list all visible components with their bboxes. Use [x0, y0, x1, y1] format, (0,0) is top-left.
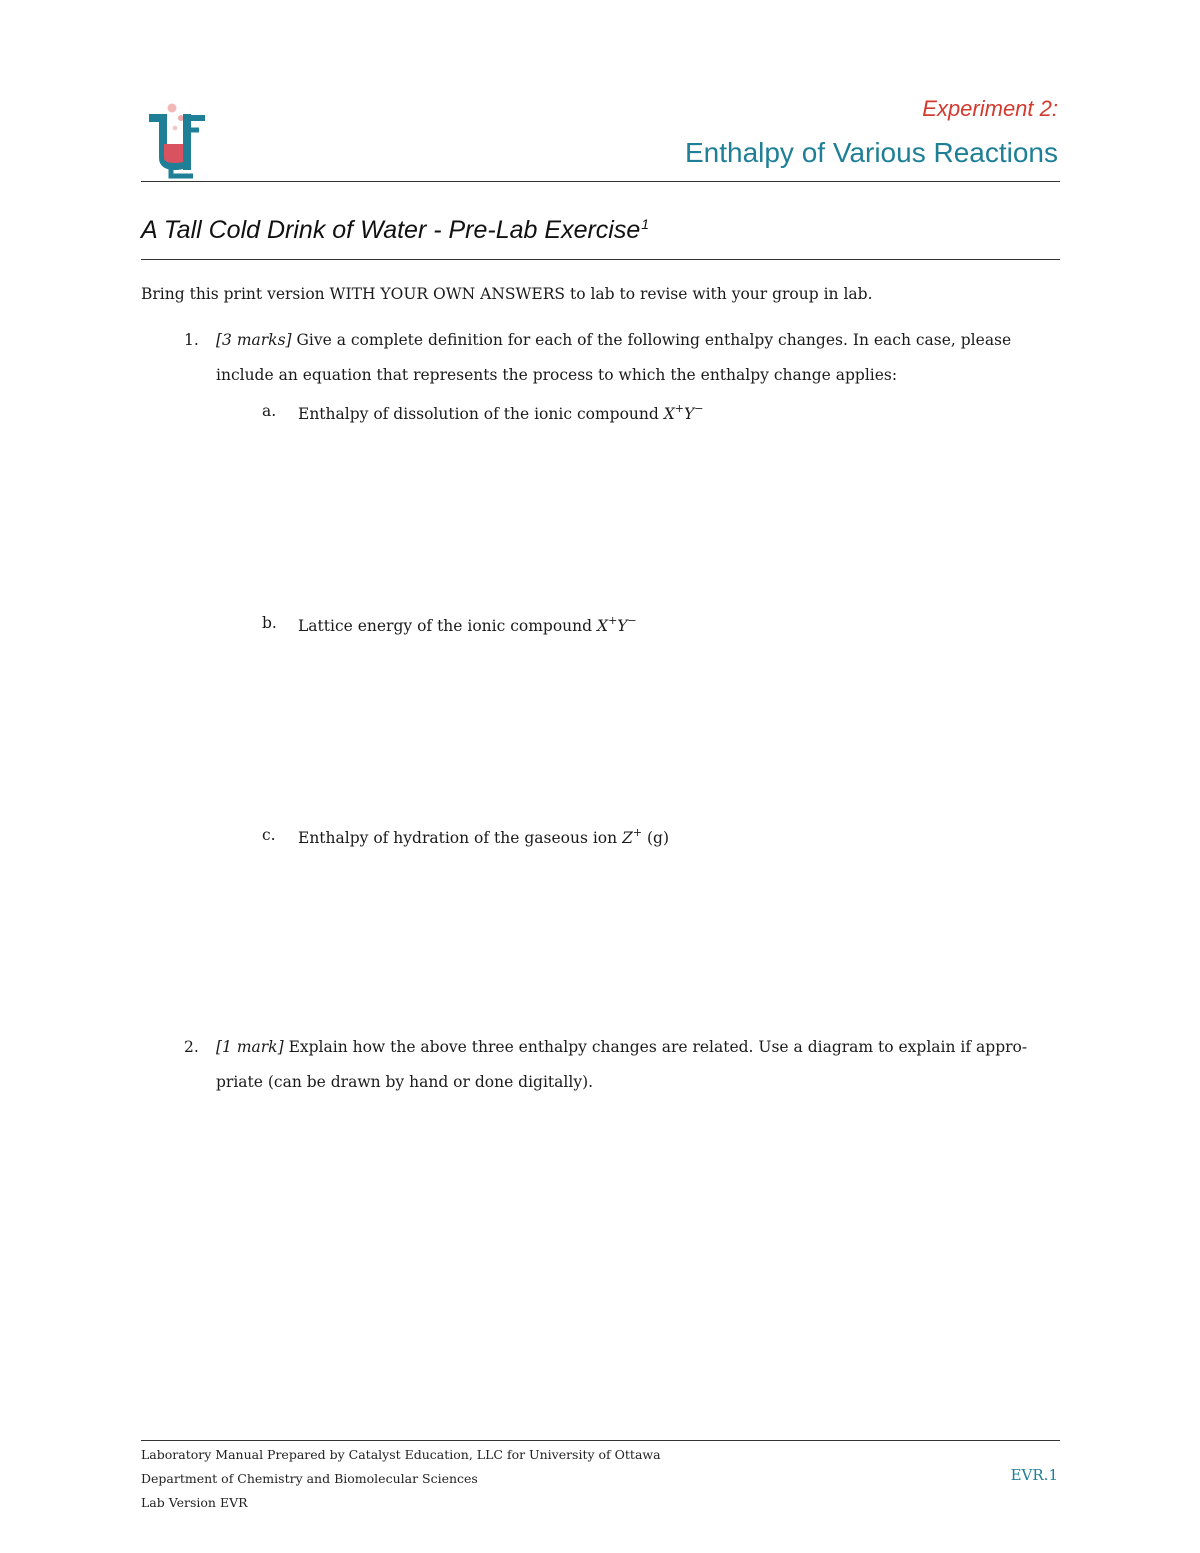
part-c-formula: Z+: [622, 826, 643, 847]
footer-department: Department of Chemistry and Biomolecular Sciences: [141, 1471, 478, 1486]
part-a-letter: a.: [262, 402, 277, 420]
footer-rule: [141, 1440, 1060, 1441]
section-title: A Tall Cold Drink of Water - Pre-Lab Exercise$^1$: [141, 216, 650, 244]
footnote-ref: 1: [641, 216, 650, 232]
footer-prepared-by: Laboratory Manual Prepared by Catalyst Education, LLC for University of Ottawa: [141, 1447, 661, 1462]
header-rule: [141, 181, 1060, 182]
experiment-title: Enthalpy of Various Reactions: [684, 137, 1058, 168]
part-b-letter: b.: [262, 614, 277, 632]
part-c-phase: (g): [647, 829, 670, 847]
question-1-marks: [3 marks]: [216, 331, 292, 349]
part-a-text: Enthalpy of dissolution of the ionic compound X+Y−: [298, 402, 704, 423]
question-2-text: [1 mark] Explain how the above three enthalpy changes are related. Use a diagram to explain if appro- priate (can be drawn by hand or done digitally).: [216, 1038, 1028, 1091]
section-rule: [141, 259, 1060, 260]
page-number: EVR.1: [1010, 1466, 1058, 1484]
question-1-text: [3 marks] Give a complete definition for each of the following enthalpy changes. In each case, please include an equation that represents the process to which the enthalpy change applies:: [216, 331, 1012, 384]
part-c-text: Enthalpy of hydration of the gaseous ion Z+ (g): [298, 826, 670, 847]
university-flask-logo-icon: [145, 100, 209, 180]
footer-lab-version: Lab Version EVR: [141, 1495, 248, 1510]
question-2-number: 2.: [184, 1038, 199, 1056]
question-2-marks: [1 mark]: [216, 1038, 284, 1056]
part-c-letter: c.: [262, 826, 276, 844]
experiment-label: Experiment 2:: [922, 96, 1058, 121]
question-1-number: 1.: [184, 331, 199, 349]
intro-instruction: Bring this print version WITH YOUR OWN ANSWERS to lab to revise with your group in lab.: [141, 285, 873, 303]
part-a-formula: X+Y−: [663, 402, 704, 423]
part-b-formula: X+Y−: [597, 614, 637, 635]
part-b-text: Lattice energy of the ionic compound X+Y−: [298, 614, 637, 635]
